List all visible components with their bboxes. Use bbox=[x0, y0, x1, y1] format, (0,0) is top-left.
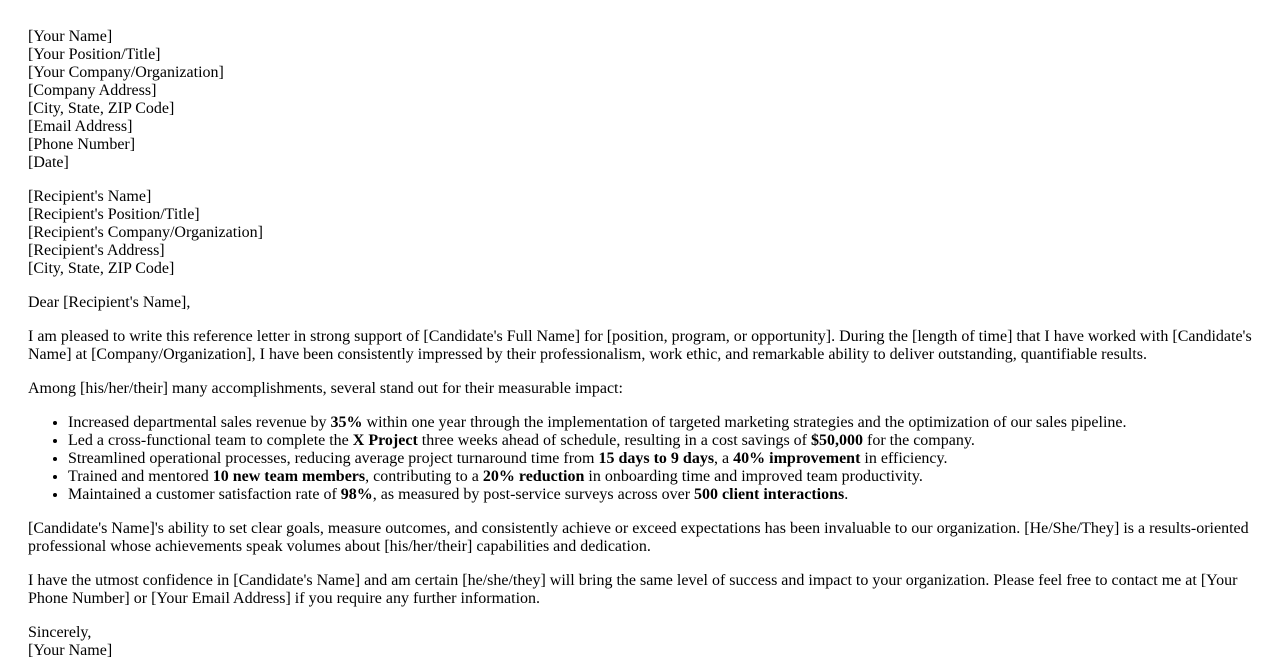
accomplishments-intro: Among [his/her/their] many accomplishments, several stand out for their measurable impact: bbox=[28, 380, 623, 397]
accomplishment-text: within one year through the implementation of targeted marketing strategies and the optimization of our sales pipeline. bbox=[362, 414, 1127, 431]
accomplishment-text: Maintained a customer satisfaction rate of bbox=[68, 486, 341, 503]
sender-city-state-zip: [City, State, ZIP Code] bbox=[28, 100, 175, 117]
accomplishment-text: in onboarding time and improved team productivity. bbox=[584, 468, 923, 485]
sender-company: [Your Company/Organization] bbox=[28, 64, 224, 81]
sender-phone: [Phone Number] bbox=[28, 136, 136, 153]
accomplishment-highlight: 15 days to 9 days bbox=[598, 450, 715, 467]
accomplishments-list bbox=[28, 414, 1258, 504]
accomplishment-text: Led a cross-functional team to complete the bbox=[68, 432, 353, 449]
sender-name: [Your Name] bbox=[28, 28, 113, 45]
sender-email: [Email Address] bbox=[28, 118, 133, 135]
sender-position: [Your Position/Title] bbox=[28, 46, 161, 63]
accomplishment-highlight: 98% bbox=[340, 486, 373, 503]
sender-company-address: [Company Address] bbox=[28, 82, 157, 99]
accomplishment-item bbox=[68, 486, 1258, 504]
salutation: Dear [Recipient's Name], bbox=[28, 294, 191, 311]
accomplishment-text: , as measured by post-service surveys across over bbox=[372, 486, 695, 503]
accomplishment-item bbox=[68, 450, 1258, 468]
letter-date: [Date] bbox=[28, 154, 69, 171]
accomplishment-text: Trained and mentored bbox=[68, 468, 213, 485]
accomplishment-text: , a bbox=[714, 450, 734, 467]
accomplishment-text: for the company. bbox=[863, 432, 975, 449]
recipient-position: [Recipient's Position/Title] bbox=[28, 206, 200, 223]
recipient-address: [Recipient's Address] bbox=[28, 242, 165, 259]
confidence-paragraph: I have the utmost confidence in [Candidate's Name] and am certain [he/she/they] will bring the same level of success and impact to your organization. Please feel free to contact me at [Your Phone Number] or [Your Email Address] if you require any further information. bbox=[28, 572, 1238, 607]
reference-letter bbox=[28, 28, 1258, 660]
accomplishment-item bbox=[68, 468, 1258, 486]
accomplishment-highlight: 40% improvement bbox=[733, 450, 861, 467]
accomplishment-text: Streamlined operational processes, reducing average project turnaround time from bbox=[68, 450, 599, 467]
accomplishment-highlight: 35% bbox=[330, 414, 363, 431]
recipient-address-block bbox=[28, 188, 1258, 278]
accomplishment-highlight: 20% reduction bbox=[482, 468, 585, 485]
accomplishment-item bbox=[68, 432, 1258, 450]
accomplishment-text: three weeks ahead of schedule, resulting in a cost savings of bbox=[417, 432, 811, 449]
accomplishment-highlight: 10 new team members bbox=[212, 468, 366, 485]
accomplishment-text: Increased departmental sales revenue by bbox=[68, 414, 331, 431]
closing: Sincerely, bbox=[28, 624, 92, 641]
intro-paragraph: I am pleased to write this reference letter in strong support of [Candidate's Full Name] for [position, program, or opportunity]. During the [length of time] that I have worked with [Candidate's Name] at [Company/Organization], I have been consistently impressed by their professionalism, work ethic, and remarkable ability to deliver outstanding, quantifiable results. bbox=[28, 328, 1252, 363]
accomplishment-text: in efficiency. bbox=[860, 450, 948, 467]
recipient-company: [Recipient's Company/Organization] bbox=[28, 224, 263, 241]
accomplishment-highlight: $50,000 bbox=[811, 432, 863, 449]
closing-block bbox=[28, 624, 1258, 660]
recipient-city-state-zip: [City, State, ZIP Code] bbox=[28, 260, 175, 277]
accomplishment-highlight: X Project bbox=[352, 432, 418, 449]
accomplishment-text: , contributing to a bbox=[365, 468, 483, 485]
recipient-name: [Recipient's Name] bbox=[28, 188, 152, 205]
signature-name: [Your Name] bbox=[28, 642, 113, 659]
accomplishment-item bbox=[68, 414, 1258, 432]
accomplishment-highlight: 500 client interactions bbox=[694, 486, 845, 503]
summary-paragraph: [Candidate's Name]'s ability to set clear goals, measure outcomes, and consistently achieve or exceed expectations has been invaluable to our organization. [He/She/They] is a results-oriented professional whose achievements speak volumes about [his/her/their] capabilities and dedication. bbox=[28, 520, 1249, 555]
sender-address-block bbox=[28, 28, 1258, 172]
accomplishment-text: . bbox=[844, 486, 849, 503]
